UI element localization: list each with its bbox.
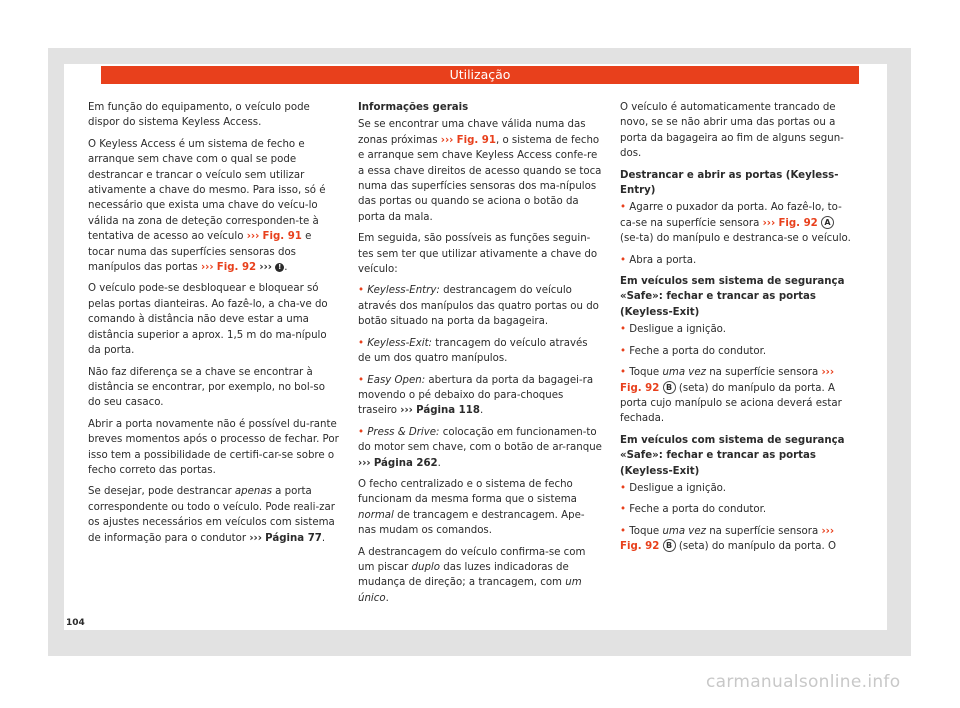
paragraph: Não faz diferença se a chave se encontrar à distância se encontrar, por exemplo, no bol-so do seu casaco.: [88, 366, 325, 409]
page-link[interactable]: Página 262: [373, 457, 438, 469]
arrow-glyph: ›››: [821, 367, 835, 379]
callout-b-icon: B: [663, 381, 676, 394]
paragraph: O veículo é automaticamente trancado de novo, se se não abrir uma das portas ou a porta da bagageira ao fim de alguns segun-dos.: [620, 102, 844, 160]
callout-b-icon: B: [663, 539, 676, 552]
figure-link[interactable]: Fig. 91: [262, 231, 302, 243]
section-heading: Destrancar e abrir as portas (Keyless-Entry): [620, 169, 839, 197]
arrow-glyph: ›››: [246, 231, 260, 243]
paragraph: O fecho centralizado e o sistema de fecho funcionam da mesma forma que o sistema normal de trancagem e destrancagem. Ape-nas mudam os comandos.: [358, 478, 585, 537]
arrow-glyph: ›››: [249, 532, 262, 544]
arrow-glyph: ›››: [358, 457, 371, 469]
bullet-icon: •: [620, 202, 627, 214]
list-item: • Agarre o puxador da porta. Ao fazê-lo, to-ca-se na superfície sensora ››› Fig. 92 A (se-ta) do manípulo e destranca-se o veículo.: [620, 202, 851, 245]
callout-a-icon: A: [821, 216, 834, 229]
list-item: • Press & Drive: colocação em funcionamen-to do motor sem chave, com o botão de ar-ranque ››› Página 262.: [358, 426, 602, 469]
page-number: 104: [66, 618, 85, 628]
column-1: [88, 100, 340, 552]
list-item: • Abra a porta.: [620, 254, 697, 266]
list-item: • Feche a porta do condutor.: [620, 504, 767, 516]
figure-link[interactable]: Fig. 92: [216, 262, 257, 274]
watermark: carmanualsonline.info: [706, 672, 901, 692]
paragraph: Se se encontrar uma chave válida numa das zonas próximas ››› Fig. 91, o sistema de fecho e arranque sem chave Keyless Access confe-re a essa chave direitos de acesso quando se toca numa das superfícies sensoras dos ma-nípulos das portas ou quando se aciona o botão da porta da mala.: [358, 119, 602, 223]
list-item: • Easy Open: abertura da porta da bagagei-ra movendo o pé debaixo do para-choques traseiro ››› Página 118.: [358, 374, 594, 417]
paragraph: Em função do equipamento, o veículo pode dispor do sistema Keyless Access.: [88, 102, 310, 129]
bullet-icon: •: [620, 324, 627, 336]
figure-link[interactable]: Fig. 92: [778, 217, 818, 229]
page-link[interactable]: Página 77: [265, 532, 322, 544]
paragraph: Se desejar, pode destrancar apenas a porta correspondente ou todo o veículo. Pode reali-zar os ajustes necessários em veículos com sistema de informação para o condutor ››› Página 77.: [88, 486, 335, 544]
arrow-glyph: ›››: [400, 405, 413, 417]
list-item: • Desligue a ignição.: [620, 482, 726, 494]
section-heading: Em veículos com sistema de segurança «Safe»: fechar e trancar as portas (Keyless-Exit): [620, 434, 845, 477]
paragraph: Abrir a porta novamente não é possível du-rante breves momentos após o processo de fechar. Por isso tem a possibilidade de certifi-car-se sobre o fecho correto das portas.: [88, 418, 339, 476]
bullet-icon: •: [620, 504, 627, 516]
figure-link[interactable]: Fig. 92: [620, 382, 660, 394]
warning-icon: !: [275, 263, 284, 272]
bullet-icon: •: [358, 337, 365, 349]
bullet-icon: •: [620, 254, 627, 266]
section-heading: Em veículos sem sistema de segurança «Safe»: fechar e trancar as portas (Keyless-Exit): [620, 276, 845, 318]
arrow-glyph: ›››: [440, 134, 454, 146]
bullet-icon: •: [358, 426, 365, 438]
column-3: [620, 100, 856, 561]
arrow-glyph: ›››: [762, 217, 776, 229]
paragraph: A destrancagem do veículo confirma-se com um piscar duplo das luzes indicadoras de mudança de direção; a trancagem, com um único.: [358, 546, 586, 604]
list-item: • Feche a porta do condutor.: [620, 345, 767, 357]
arrow-glyph: ›››: [259, 262, 272, 274]
section-header: Utilização: [101, 66, 859, 84]
paragraph: O veículo pode-se desbloquear e bloquear só pelas portas dianteiras. Ao fazê-lo, a cha-ve do comando à distância não deve estar a uma distância superior a aprox. 1,5 m do ma-nípulo da porta.: [88, 283, 328, 357]
list-item: • Keyless-Exit: trancagem do veículo através de um dos quatro manípulos.: [358, 337, 588, 365]
paragraph: Em seguida, são possíveis as funções seguin-tes sem ter que utilizar ativamente a chave do veículo:: [358, 233, 598, 276]
paragraph: O Keyless Access é um sistema de fecho e arranque sem chave com o qual se pode destrancar e trancar o veículo sem utilizar ativamente a chave do mesmo. Para isso, só é necessário que exista uma chave do veícu-lo válida na zona de deteção corresponden-te à tentativa de acesso ao veículo ››› Fig. 91 e tocar numa das superfícies sensoras dos manípulos das portas ››› Fig. 92 ››› ! .: [88, 138, 326, 274]
list-item: • Desligue a ignição.: [620, 324, 726, 336]
bullet-icon: •: [358, 285, 365, 297]
column-2: [358, 100, 602, 612]
bullet-icon: •: [620, 482, 627, 494]
list-item: • Keyless-Entry: destrancagem do veículo através dos manípulos das quatro portas ou do botão situado na porta da bagageira.: [358, 285, 599, 328]
bullet-icon: •: [620, 367, 627, 379]
figure-link[interactable]: Fig. 92: [620, 541, 660, 553]
arrow-glyph: ›››: [821, 525, 835, 537]
list-item: • Toque uma vez na superfície sensora ››› Fig. 92 B (seta) do manípulo da porta. A porta cujo manípulo se aciona deverá estar fechada.: [620, 367, 842, 425]
figure-link[interactable]: Fig. 91: [456, 134, 496, 146]
bullet-icon: •: [620, 525, 627, 537]
list-item: • Toque uma vez na superfície sensora ››› Fig. 92 B (seta) do manípulo da porta. O: [620, 525, 837, 553]
bullet-icon: •: [620, 345, 627, 357]
arrow-glyph: ›››: [200, 262, 214, 274]
section-heading: Informações gerais: [358, 102, 469, 113]
page-link[interactable]: Página 118: [416, 405, 480, 417]
bullet-icon: •: [358, 374, 365, 386]
